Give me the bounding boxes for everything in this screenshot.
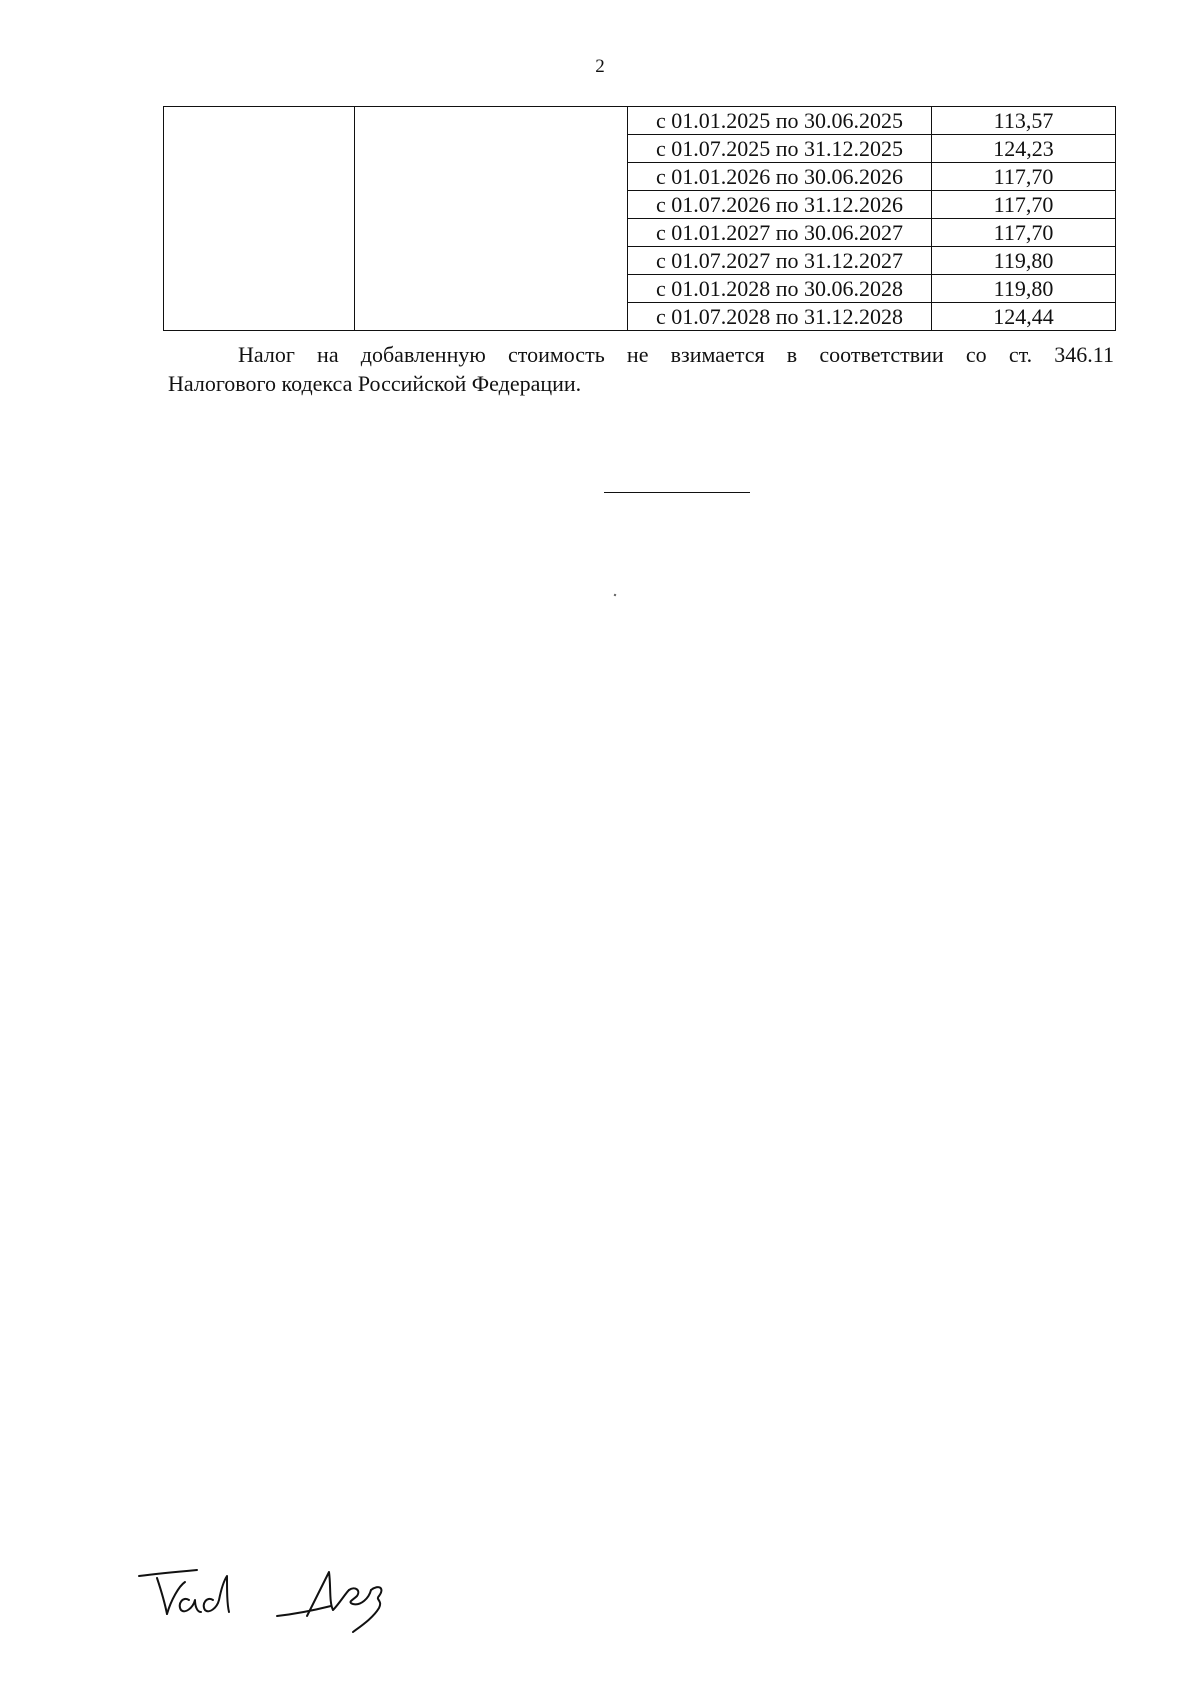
table-cell-blank-1: [164, 107, 355, 331]
scan-speck: [614, 594, 617, 597]
signature-1: [139, 1570, 229, 1614]
value-cell: 119,80: [932, 275, 1116, 303]
period-cell: с 01.07.2027 по 31.12.2027: [628, 247, 932, 275]
table-row: [164, 107, 1116, 135]
value-cell: 124,44: [932, 303, 1116, 331]
signatures: [135, 1560, 415, 1640]
tax-note-line-2: Налогового кодекса Российской Федерации.: [168, 371, 582, 396]
period-cell: с 01.01.2025 по 30.06.2025: [628, 107, 932, 135]
value-cell: 117,70: [932, 163, 1116, 191]
value-cell: 117,70: [932, 191, 1116, 219]
value-cell: 124,23: [932, 135, 1116, 163]
table-cell-blank-2: [355, 107, 628, 331]
period-cell: с 01.07.2026 по 31.12.2026: [628, 191, 932, 219]
tax-note: [168, 340, 1114, 398]
signature-2: [277, 1572, 381, 1632]
period-cell: с 01.07.2028 по 31.12.2028: [628, 303, 932, 331]
period-cell: с 01.07.2025 по 31.12.2025: [628, 135, 932, 163]
tariff-table: [163, 106, 1116, 331]
value-cell: 117,70: [932, 219, 1116, 247]
value-cell: 113,57: [932, 107, 1116, 135]
period-cell: с 01.01.2028 по 30.06.2028: [628, 275, 932, 303]
separator-line: [604, 492, 750, 493]
tax-note-line-1: Налог на добавленную стоимость не взимается в соответствии со ст. 346.11: [238, 342, 1114, 367]
value-cell: 119,80: [932, 247, 1116, 275]
page-number: 2: [595, 56, 605, 77]
period-cell: с 01.01.2026 по 30.06.2026: [628, 163, 932, 191]
period-cell: с 01.01.2027 по 30.06.2027: [628, 219, 932, 247]
